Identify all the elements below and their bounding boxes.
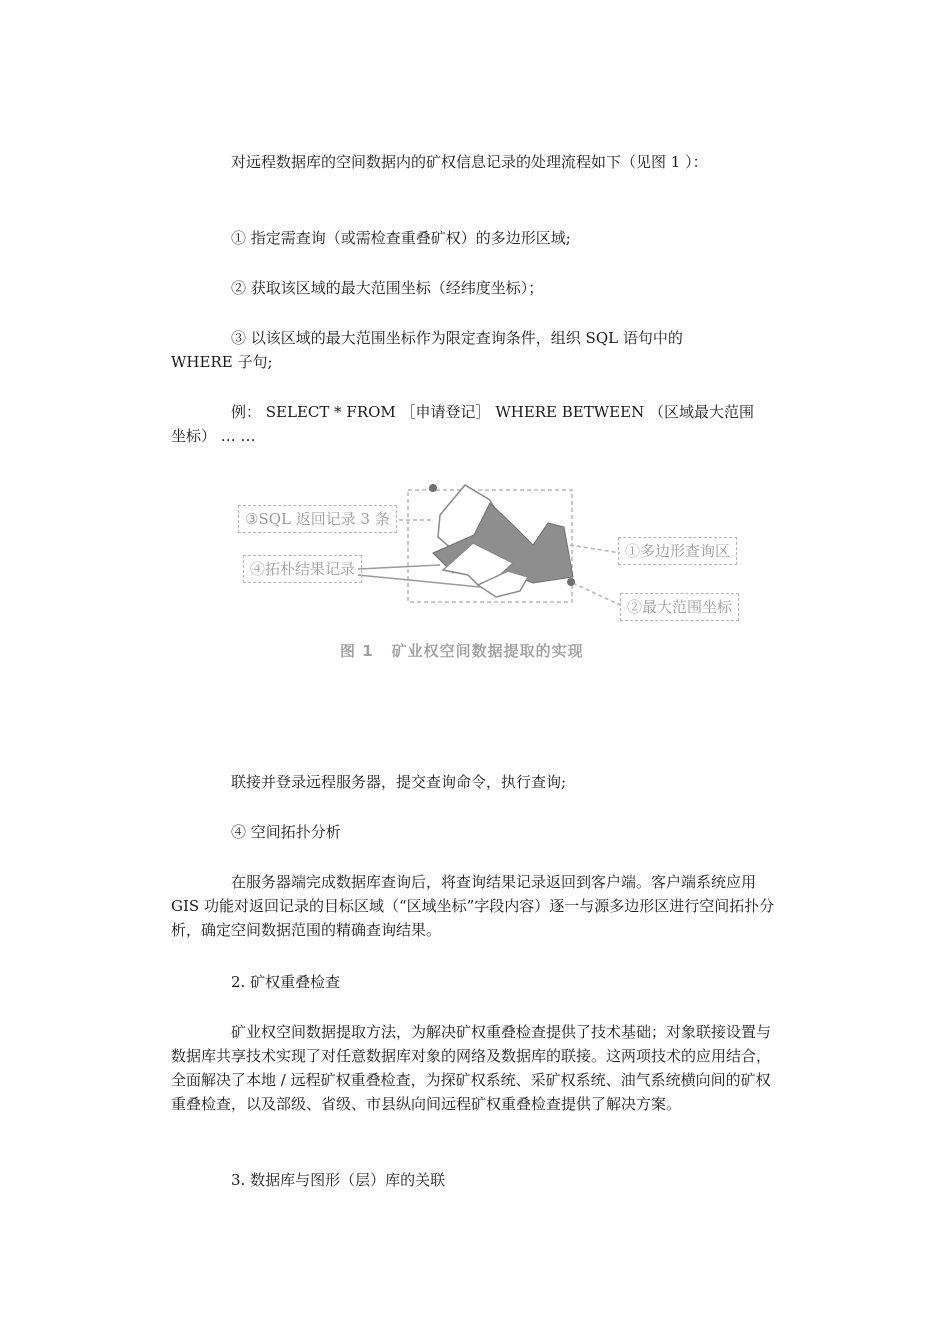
polygon-connector: [570, 545, 620, 553]
caption-number: 图 1: [340, 642, 374, 660]
section-heading-2: 2. 矿权重叠检查: [231, 973, 341, 991]
step-3: ③ 以该区域的最大范围坐标作为限定查询条件，组织 SQL 语句中的 WHERE 子句;: [171, 329, 683, 371]
topo-connector-2: [358, 575, 480, 587]
step-connect: 联接并登录远程服务器，提交查询命令，执行查询;: [231, 773, 567, 791]
label-max-range: ②最大范围坐标: [620, 593, 739, 621]
corner-dot-top-left: [429, 484, 437, 492]
figure-caption: [340, 640, 584, 661]
figure-1: [228, 475, 758, 665]
label-sql-records: ③SQL 返回记录 3 条: [238, 505, 397, 533]
step-1: ① 指定需查询（或需检查重叠矿权）的多边形区域;: [231, 229, 571, 247]
sql-example: 例： SELECT * FROM ［申请登记］ WHERE BETWEEN （区域最大范围坐标） … …: [171, 403, 754, 445]
topo-connector: [358, 565, 440, 569]
step-4: ④ 空间拓扑分析: [231, 823, 341, 841]
section-heading-3: 3. 数据库与图形（层）库的关联: [231, 1171, 446, 1189]
caption-text: 矿业权空间数据提取的实现: [391, 642, 584, 660]
corner-dot-bottom-right: [567, 578, 575, 586]
range-connector: [573, 583, 620, 605]
label-polygon-query: ①多边形查询区: [618, 537, 737, 565]
step-2: ② 获取该区域的最大范围坐标（经纬度坐标）；: [231, 279, 544, 297]
label-topology: ④拓朴结果记录: [243, 555, 362, 583]
paragraph-topology: 在服务器端完成数据库查询后，将查询结果记录返回到客户端。客户端系统应用 GIS 功能对返回记录的目标区域（“区域坐标”字段内容）逐一与源多边形区进行空间拓扑分析，确定空间数据范围的精确查询结果。: [171, 873, 775, 939]
paragraph-overlap: 矿业权空间数据提取方法，为解决矿权重叠检查提供了技术基础；对象联接设置与数据库共享技术实现了对任意数据库对象的网络及数据库的联接。这两项技术的应用结合，全面解决了本地 / 远程矿权重叠检查，为探矿权系统、采矿权系统、油气系统横向间的矿权重叠检查，以及部级、省级、市县纵向间远程矿权重叠检查提供了解决方案。: [171, 1023, 772, 1113]
paragraph-intro: 对远程数据库的空间数据内的矿权信息记录的处理流程如下（见图 1 ）：: [231, 153, 708, 171]
